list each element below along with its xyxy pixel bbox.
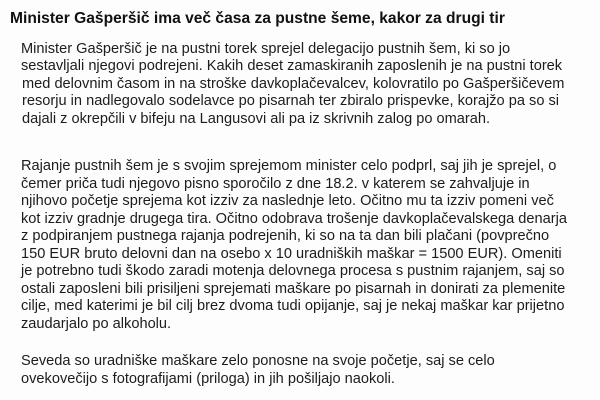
paragraph-line: resorju in nadlegovalo sodelavce po pisarnah ter zbiralo prispevke, korajžo pa so si [22, 93, 560, 109]
document-title: Minister Gašperšič ima več časa za pustne šeme, kakor za drugi tir [10, 10, 505, 27]
paragraph-line: Seveda so uradniške maškare zelo ponosne na svoje početje, saj se celo [21, 353, 495, 369]
paragraph-line: je potrebno tudi škodo zaradi motenja delovnega procesa s pustnim rajanjem, saj so [21, 263, 565, 279]
paragraph-line: kot izziv gradnje drugega tira. Očitno odobrava trošenje davkoplačevalskega denarja [21, 211, 567, 227]
paragraph-line: zaudarjalo po alkoholu. [21, 316, 172, 332]
paragraph-line: dajali z okrepčili v bifeju na Langusovi ali pa iz skrivnih zalog po omarah. [22, 111, 491, 127]
paragraph-line: Rajanje pustnih šem je s svojim sprejemom minister celo podprl, saj jih je sprejel, o [21, 158, 557, 174]
paragraph-line: sestavljali njegovi podrejeni. Kakih deset zamaskiranih zaposlenih je na pustni torek [21, 58, 563, 74]
paragraph-line: 150 EUR bruto delovni dan na osebo x 10 uradniških maškar = 1500 EUR). Omeniti [21, 246, 562, 262]
paragraph-line: ostali zaposleni bili prisiljeni sprejemati maškare po pisarnah in donirati za plemenite [21, 281, 566, 297]
paragraph-line: njihovo početje sprejema kot izziv za naslednje leto. Očitno mu ta izziv pomeni več [21, 193, 554, 209]
paragraph-line: čemer priča tudi njegovo pisno sporočilo z dne 18.2. v katerem se zahvaljuje in [21, 176, 530, 192]
paragraph-line: Minister Gašperšič je na pustni torek sprejel delegacijo pustnih šem, ki so jo [21, 41, 511, 57]
paragraph-line: z podpiranjem pustnega rajanja podrejenih, ki so na ta dan bili plačani (povprečno [21, 228, 550, 244]
paragraph-line: ovekovečijo s fotografijami (priloga) in jih pošiljajo naokoli. [21, 371, 395, 387]
paragraph-line: cilje, med katerimi je bil cilj brez dvoma tudi opijanje, saj je nekaj maškar kar prijetno [21, 298, 565, 314]
paragraph-line: med delovnim časom in na stroške davkoplačevalcev, kolovratilo po Gašperšičevem [22, 76, 565, 92]
